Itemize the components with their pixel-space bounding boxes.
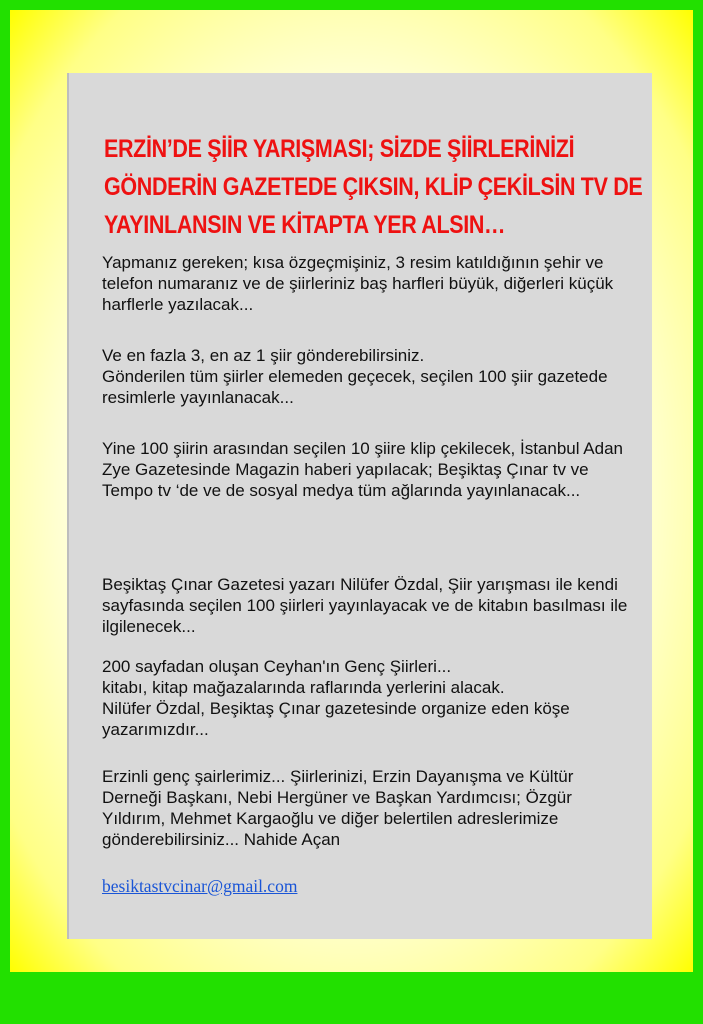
paragraph-requirements: Yapmanız gereken; kısa özgeçmişiniz, 3 resim katıldığının şehir ve telefon numaranız ve de şiirleriniz baş harfleri büyük, diğerleri küçük harflerle yazılacak...: [102, 253, 614, 314]
email-link[interactable]: besiktastvcinar@gmail.com: [102, 876, 298, 896]
headline: ERZİN’DE ŞİİR YARIŞMASI; SİZDE ŞİİRLERİNİZİ GÖNDERİN GAZETEDE ÇIKSIN, KLİP ÇEKİLSİN TV DE YAYINLANSIN VE KİTAPTA YER ALSIN…: [104, 135, 643, 239]
paragraph-newspaper-author: Beşiktaş Çınar Gazetesi yazarı Nilüfer Özdal, Şiir yarışması ile kendi sayfasında seçilen 100 şiirleri yayınlayacak ve de kitabın basılması ile ilgilenecek...: [102, 575, 628, 636]
announcement-card: [67, 73, 652, 939]
paragraph-submission-count: Ve en fazla 3, en az 1 şiir gönderebilirsiniz. Gönderilen tüm şiirler elemeden geçecek, seçilen 100 şiir gazetede resimlerle yayınlanacak...: [102, 346, 608, 407]
paragraph-video-clip: Yine 100 şiirin arasından seçilen 10 şiire klip çekilecek, İstanbul Adan Zye Gazetesinde Magazin haberi yapılacak; Beşiktaş Çınar tv ve Tempo tv ‘de ve de sosyal medya tüm ağlarında yayınlanacak...: [102, 439, 623, 500]
poster-background: [10, 10, 693, 972]
paragraph-invitation: Erzinli genç şairlerimiz... Şiirlerinizi, Erzin Dayanışma ve Kültür Derneği Başkanı, Nebi Hergüner ve Başkan Yardımcısı; Özgür Yıldırım, Mehmet Kargaoğlu ve diğer belertilen adreslerimize gönderebilirsiniz... Nahide Açan: [102, 767, 574, 849]
paragraph-book: 200 sayfadan oluşan Ceyhan'ın Genç Şiirleri... kitabı, kitap mağazalarında raflarında yerlerini alacak. Nilüfer Özdal, Beşiktaş Çınar gazetesinde organize eden köşe yazarımızdır...: [102, 657, 570, 739]
